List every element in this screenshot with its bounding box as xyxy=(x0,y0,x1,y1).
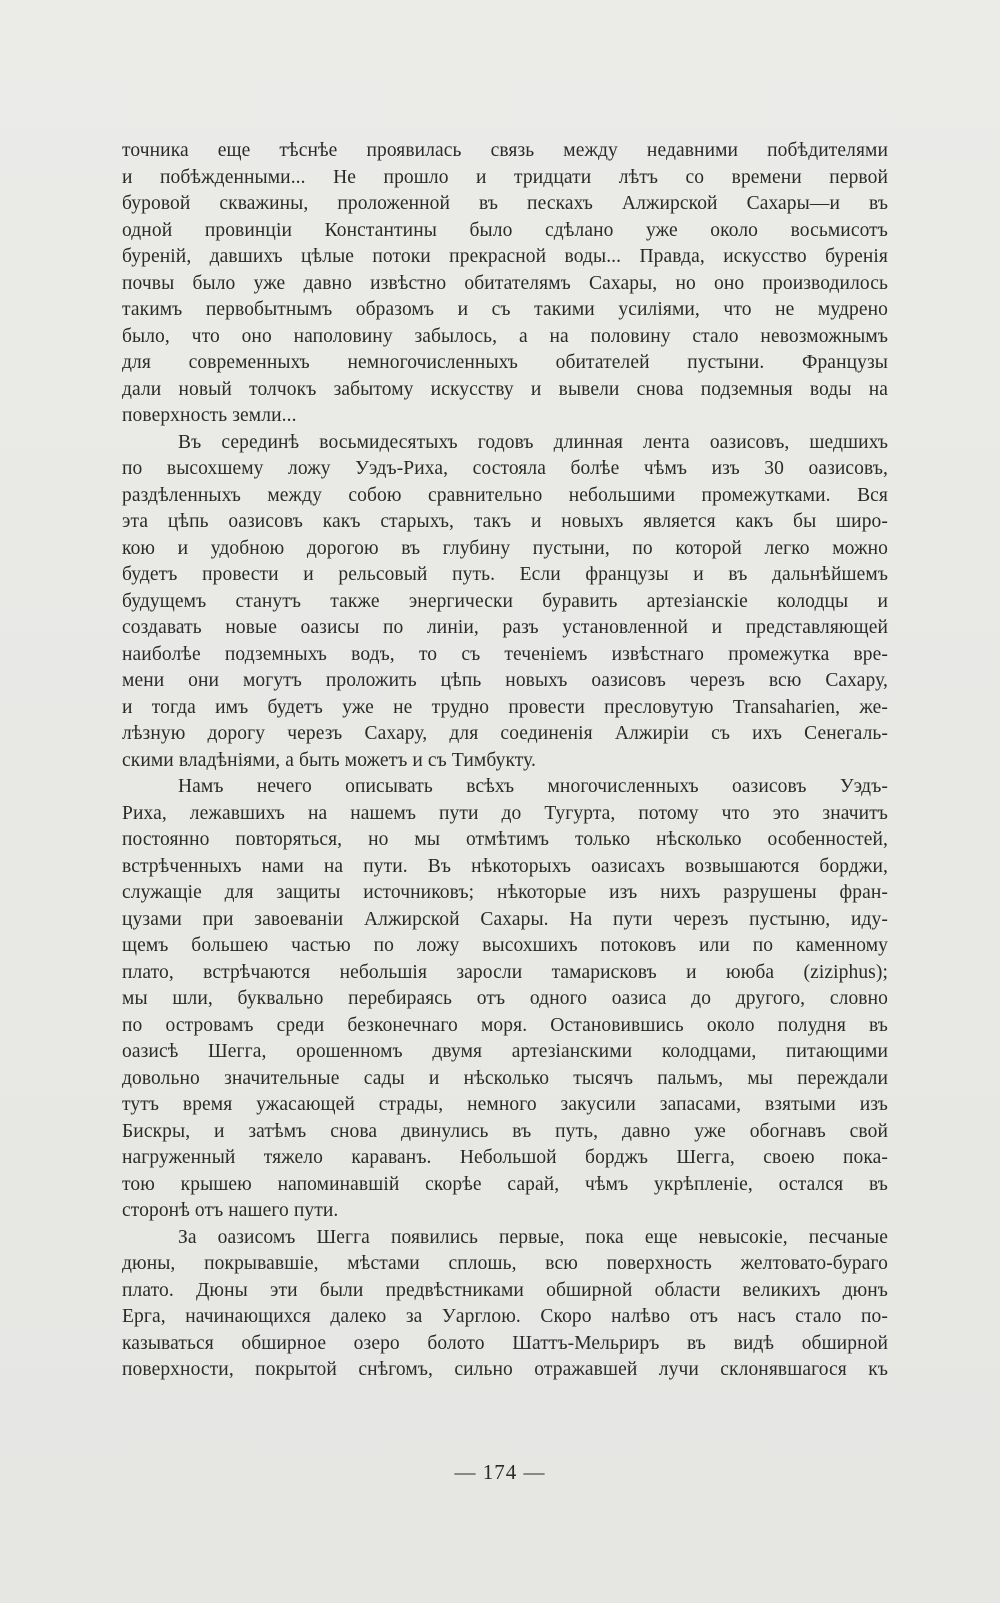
paragraph xyxy=(122,138,888,430)
text-line: плато. Дюны эти были предвѣстниками обширной области великихъ дюнъ xyxy=(122,1279,888,1301)
text-line: поверхность земли... xyxy=(122,405,297,426)
text-line: одной провинціи Константины было сдѣлано уже около восьмисотъ xyxy=(122,219,888,241)
text-line: по островамъ среди безконечнаго моря. Остановившись около полудня въ xyxy=(122,1014,888,1036)
text-line: тою крышею напоминавшій скорѣе сарай, чѣмъ укрѣпленіе, остался въ xyxy=(122,1173,888,1195)
page-number: — 174 — xyxy=(454,1460,546,1484)
text-line: служащіе для защиты источниковъ; нѣкоторые изъ нихъ разрушены фран- xyxy=(122,882,888,903)
text-line: оазисѣ Шегга, орошенномъ двумя артезіанскими колодцами, питающими xyxy=(122,1041,888,1062)
text-line: и побѣжденными... Не прошло и тридцати лѣтъ со времени первой xyxy=(122,166,888,188)
text-line: лѣзную дорогу черезъ Сахару, для соединенія Алжиріи съ ихъ Сенегаль- xyxy=(122,723,888,744)
text-line: было, что оно наполовину забылось, а на половину стало невозможнымъ xyxy=(122,325,888,347)
text-line: точника еще тѣснѣе проявилась связь между недавними побѣдителями xyxy=(122,140,888,161)
paragraph xyxy=(122,1225,888,1384)
text-line: будущемъ станутъ также энергически буравить артезіанскіе колодцы и xyxy=(122,590,888,612)
text-line: наиболѣе подземныхъ водъ, то съ теченіемъ извѣстнаго промежутка вре- xyxy=(122,643,888,665)
body-text xyxy=(122,138,888,1384)
text-line: встрѣченныхъ нами на пути. Въ нѣкоторыхъ оазисахъ возвышаются борджи, xyxy=(122,855,888,877)
text-line: будетъ провести и рельсовый путь. Если французы и въ дальнѣйшемъ xyxy=(122,564,888,585)
text-line: для современныхъ немногочисленныхъ обитателей пустыни. Французы xyxy=(122,352,888,373)
paragraph xyxy=(122,774,888,1225)
text-line: Въ серединѣ восьмидесятыхъ годовъ длинная лента оазисовъ, шедшихъ xyxy=(178,431,888,453)
text-line: мы шли, буквально перебираясь отъ одного оазиса до другого, словно xyxy=(122,988,888,1009)
text-line: раздѣленныхъ между собою сравнительно небольшими промежутками. Вся xyxy=(122,484,888,506)
text-line: по высохшему ложу Уэдъ-Риха, состояла болѣе чѣмъ изъ 30 оазисовъ, xyxy=(122,458,888,479)
text-line: цузами при завоеваніи Алжирской Сахары. На пути черезъ пустыню, иду- xyxy=(122,908,888,930)
text-line: тутъ время ужасающей страды, немного закусили запасами, взятыми изъ xyxy=(122,1094,888,1115)
text-line: Ерга, начинающихся далеко за Уарглою. Скоро налѣво отъ насъ стало по- xyxy=(122,1306,888,1327)
text-line: кою и удобною дорогою въ глубину пустыни, по которой легко можно xyxy=(122,537,888,559)
text-line: и тогда имъ будетъ уже не трудно провести пресловутую Transaharien, же- xyxy=(122,696,888,718)
text-line: постоянно повторяться, но мы отмѣтимъ только нѣсколько особенностей, xyxy=(122,829,888,850)
text-line: такимъ первобытнымъ образомъ и съ такими усиліями, что не мудрено xyxy=(122,299,888,320)
text-line: создавать новые оазисы по линіи, разъ установленной и представляющей xyxy=(122,617,888,638)
text-line: буровой скважины, проложенной въ пескахъ Алжирской Сахары—и въ xyxy=(122,193,888,214)
text-line: почвы было уже давно извѣстно обитателямъ Сахары, но оно производилось xyxy=(122,272,888,294)
text-line: нагруженный тяжело караванъ. Небольшой борджъ Шегга, своею пока- xyxy=(122,1147,888,1168)
paragraph xyxy=(122,430,888,775)
text-line: дюны, покрывавшіе, мѣстами сплошь, всю поверхность желтовато-бураго xyxy=(122,1253,888,1274)
text-line: поверхности, покрытой снѣгомъ, сильно отражавшей лучи склонявшагося къ xyxy=(122,1359,888,1380)
text-line: сторонѣ отъ нашего пути. xyxy=(122,1200,339,1221)
text-line: довольно значительные сады и нѣсколько тысячъ пальмъ, мы переждали xyxy=(122,1067,888,1089)
text-line: дали новый толчокъ забытому искусству и вывели снова подземныя воды на xyxy=(122,378,888,400)
text-line: щемъ большею частью по ложу высохшихъ потоковъ или по каменному xyxy=(122,935,888,956)
text-line: эта цѣпь оазисовъ какъ старыхъ, такъ и новыхъ является какъ бы широ- xyxy=(122,511,888,532)
text-line: За оазисомъ Шегга появились первые, пока еще невысокіе, песчаные xyxy=(178,1226,888,1248)
text-line: скими владѣніями, а быть можетъ и съ Тимбукту. xyxy=(122,749,537,771)
text-line: плато, встрѣчаются небольшія заросли тамарисковъ и ююба (ziziphus); xyxy=(122,961,888,983)
text-line: Намъ нечего описывать всѣхъ многочисленныхъ оазисовъ Уэдъ- xyxy=(178,776,888,797)
text-line: мени они могутъ проложить цѣпь новыхъ оазисовъ черезъ всю Сахару, xyxy=(122,670,888,691)
text-line: Бискры, и затѣмъ снова двинулись въ путь, давно уже обогнавъ свой xyxy=(122,1120,888,1142)
text-line: буреній, давшихъ цѣлые потоки прекрасной воды... Правда, искусство буренія xyxy=(122,246,888,267)
text-line: Риха, лежавшихъ на нашемъ пути до Тугурта, потому что это значитъ xyxy=(122,802,888,824)
text-line: казываться обширное озеро болото Шаттъ-Мельриръ въ видѣ обширной xyxy=(122,1332,888,1354)
